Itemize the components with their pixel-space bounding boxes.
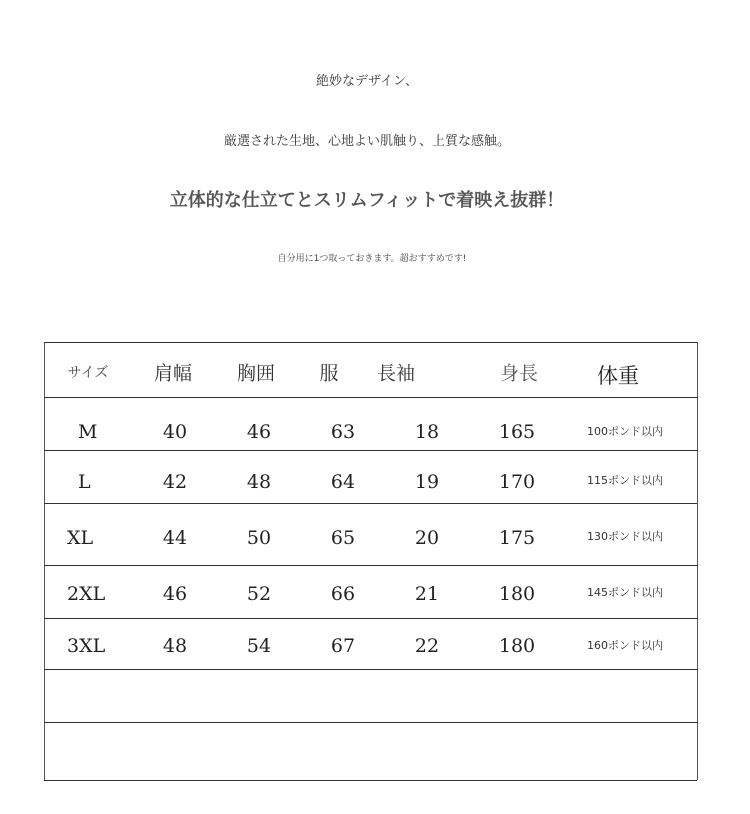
table-row-size: 3XL [67,635,106,657]
header-sleeve: 長袖 [376,362,416,385]
table-rule [44,450,697,451]
table-rule [44,618,697,619]
table-rule [44,722,697,723]
table-cell: 50 [246,527,272,549]
table-cell: 48 [162,635,188,657]
table-cell: 65 [330,527,356,549]
table-cell: 175 [498,527,536,549]
table-cell: 115ポンド以内 [587,474,663,487]
table-cell: 21 [414,583,440,605]
header-height: 身長 [499,362,539,385]
table-cell: 52 [246,583,272,605]
table-cell: 100ポンド以内 [587,425,663,438]
table-rule [44,565,697,566]
table-cell: 19 [414,471,440,493]
header-shoulder: 肩幅 [153,362,193,385]
header-length: 服 [319,362,339,385]
intro-note: 自分用に1つ取っておきます。超おすすめです! [277,254,467,264]
table-cell: 42 [162,471,188,493]
intro-headline: 立体的な仕立てとスリムフィットで着映え抜群！ [169,190,565,211]
table-row-size: L [78,471,91,493]
header-chest: 胸囲 [236,362,276,385]
table-cell: 165 [498,421,536,443]
table-cell: 66 [330,583,356,605]
table-cell: 63 [330,421,356,443]
table-cell: 180 [498,635,536,657]
table-cell: 64 [330,471,356,493]
table-cell: 46 [246,421,272,443]
table-rule [44,397,697,398]
header-weight: 体重 [597,364,639,388]
table-cell: 48 [246,471,272,493]
table-cell: 44 [162,527,188,549]
table-cell: 160ポンド以内 [587,639,663,652]
table-cell: 40 [162,421,188,443]
table-cell: 180 [498,583,536,605]
table-cell: 130ポンド以内 [587,530,663,543]
table-cell: 145ポンド以内 [587,586,663,599]
table-cell: 18 [414,421,440,443]
table-cell: 54 [246,635,272,657]
table-cell: 67 [330,635,356,657]
table-cell: 22 [414,635,440,657]
table-rule [44,780,697,781]
table-rule [44,503,697,504]
header-size: サイズ [67,365,109,381]
table-row-size: XL [67,527,94,549]
size-table [44,342,698,780]
table-rule [44,342,697,343]
table-rule [44,669,697,670]
table-cell: 46 [162,583,188,605]
table-cell: 170 [498,471,536,493]
intro-line-1: 絶妙なデザイン、 [315,74,419,89]
table-cell: 20 [414,527,440,549]
table-row-size: M [78,421,98,443]
intro-line-2: 厳選された生地、心地よい肌触り、上質な感触。 [223,134,510,149]
table-row-size: 2XL [67,583,106,605]
